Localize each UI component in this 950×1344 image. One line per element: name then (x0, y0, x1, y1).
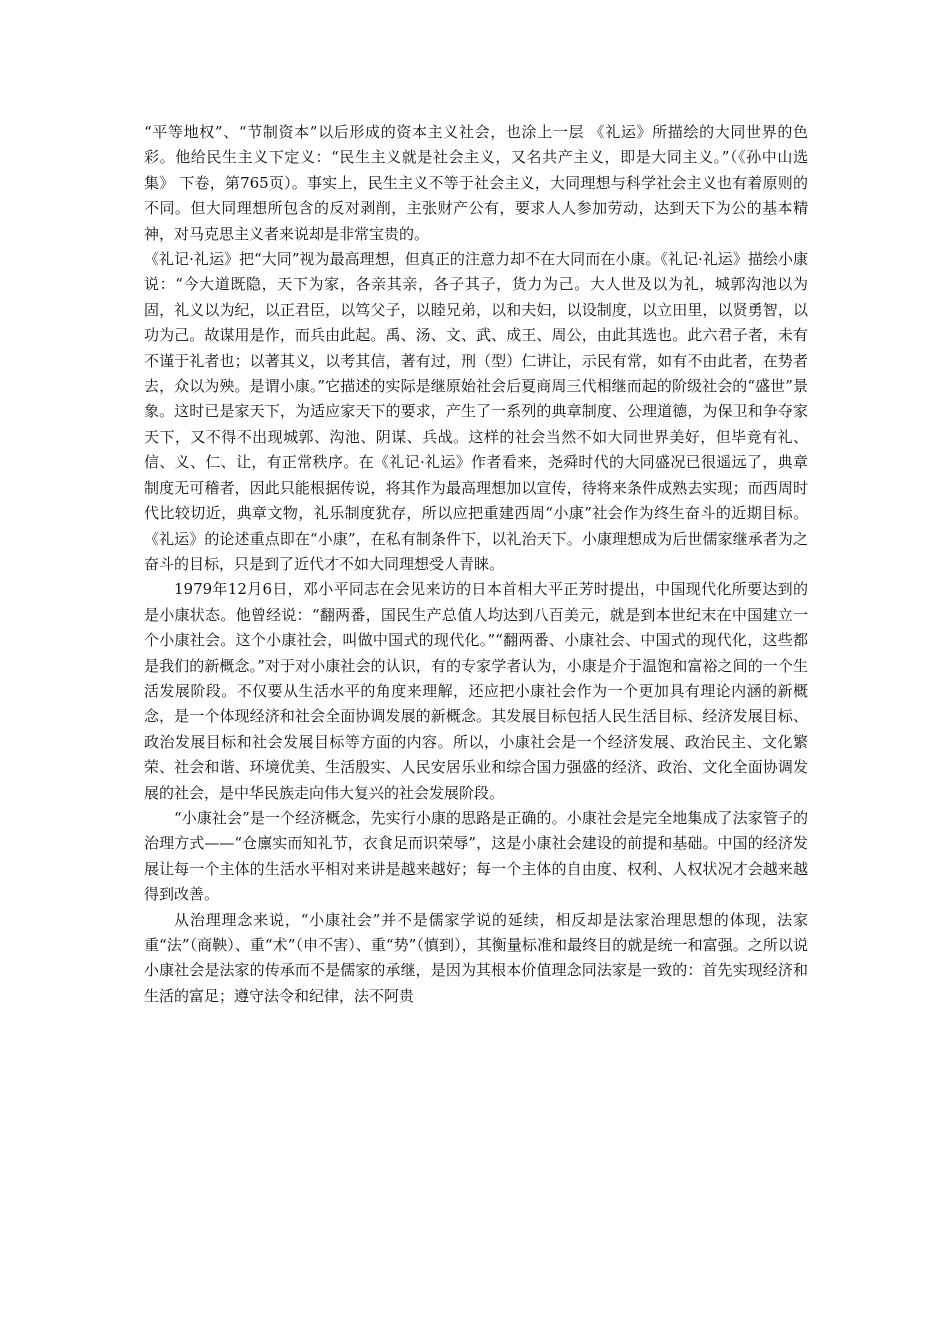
paragraph-1: “平等地权”、“节制资本”以后形成的资本主义社会，也涂上一层 《礼运》所描绘的大同世界的色彩。他给民生主义下定义：“民生主义就是社会主义，又名共产主义，即是大同主义。”（《孙中山选集》 下卷，第765页）。事实上，民生主义不等于社会主义，大同理想与科学社会主义也有着原则的不同。但大同理想所包含的反对剥削，主张财产公有，要求人人参加劳动，达到天下为公的基本精神，对马克思主义者来说却是非常宝贵的。 (144, 123, 808, 243)
paragraph-5: 从治理理念来说，“小康社会”并不是儒家学说的延续，相反却是法家治理思想的体现，法家重“法”（商鞅）、重“术”（申不害）、重“势”（慎到），其衡量标准和最终目的就是统一和富强。之所以说小康社会是法家的传承而不是儒家的承继，是因为其根本价值理念同法家是一致的：首先实现经济和生活的富足；遵守法令和纪律，法不阿贵 (144, 910, 808, 1005)
paragraph-4: “小康社会”是一个经济概念，先实行小康的思路是正确的。小康社会是完全地集成了法家管子的治理方式——“仓廪实而知礼节，衣食足而识荣辱”，这是小康社会建设的前提和基础。中国的经济发展让每一个主体的生活水平相对来讲是越来越好；每一个主体的自由度、权利、人权状况才会越来越得到改善。 (144, 808, 808, 904)
document-page (144, 120, 808, 1009)
paragraph-2: 《礼记·礼运》把“大同”视为最高理想，但真正的注意力却不在大同而在小康。《礼记·礼运》描绘小康说：“今大道既隐，天下为家，各亲其亲，各子其子，货力为己。大人世及以为礼，城郭沟池以为固，礼义以为纪，以正君臣，以笃父子，以睦兄弟，以和夫妇，以设制度，以立田里，以贤勇智，以功为己。故谋用是作，而兵由此起。禹、汤、文、武、成王、周公，由此其选也。此六君子者，未有不谨于礼者也；以著其义，以考其信，著有过，刑（型）仁讲让，示民有常，如有不由此者，在势者去，众以为殃。是谓小康。”它描述的实际是继原始社会后夏商周三代相继而起的阶级社会的“盛世”景象。这时已是家天下，为适应家天下的要求，产生了一系列的典章制度、公理道德，为保卫和争夺家天下，又不得不出现城郭、沟池、阴谋、兵战。这样的社会当然不如大同世界美好，但毕竟有礼、信、义、仁、让，有正常秩序。在《礼记·礼运》作者看来，尧舜时代的大同盛况已很遥远了，典章制度无可稽者，因此只能根据传说，将其作为最高理想加以宣传，待将来条件成熟去实现；而西周时代比较切近，典章文物，礼乐制度犹存，所以应把重建西周“小康”社会作为终生奋斗的近期目标。《礼运》的论述重点即在“小康”，在私有制条件下，以礼治天下。小康理想成为后世儒家继承者为之奋斗的目标，只是到了近代才不如大同理想受人青睐。 (144, 250, 808, 573)
paragraph-3: 1979年12月6日，邓小平同志在会见来访的日本首相大平正芳时提出，中国现代化所要达到的是小康状态。他曾经说：“翻两番，国民生产总值人均达到八百美元，就是到本世纪末在中国建立一个小康社会。这个小康社会，叫做中国式的现代化。”“翻两番、小康社会、中国式的现代化，这些都是我们的新概念。”对于对小康社会的认识，有的专家学者认为，小康是介于温饱和富裕之间的一个生活发展阶段。不仅要从生活水平的角度来理解，还应把小康社会作为一个更加具有理论内涵的新概念，是一个体现经济和社会全面协调发展的新概念。其发展目标包括人民生活目标、经济发展目标、政治发展目标和社会发展目标等方面的内容。所以，小康社会是一个经济发展、政治民主、文化繁荣、社会和谐、环境优美、生活殷实、人民安居乐业和综合国力强盛的经济、政治、文化全面协调发展的社会，是中华民族走向伟大复兴的社会发展阶段。 (144, 580, 808, 802)
